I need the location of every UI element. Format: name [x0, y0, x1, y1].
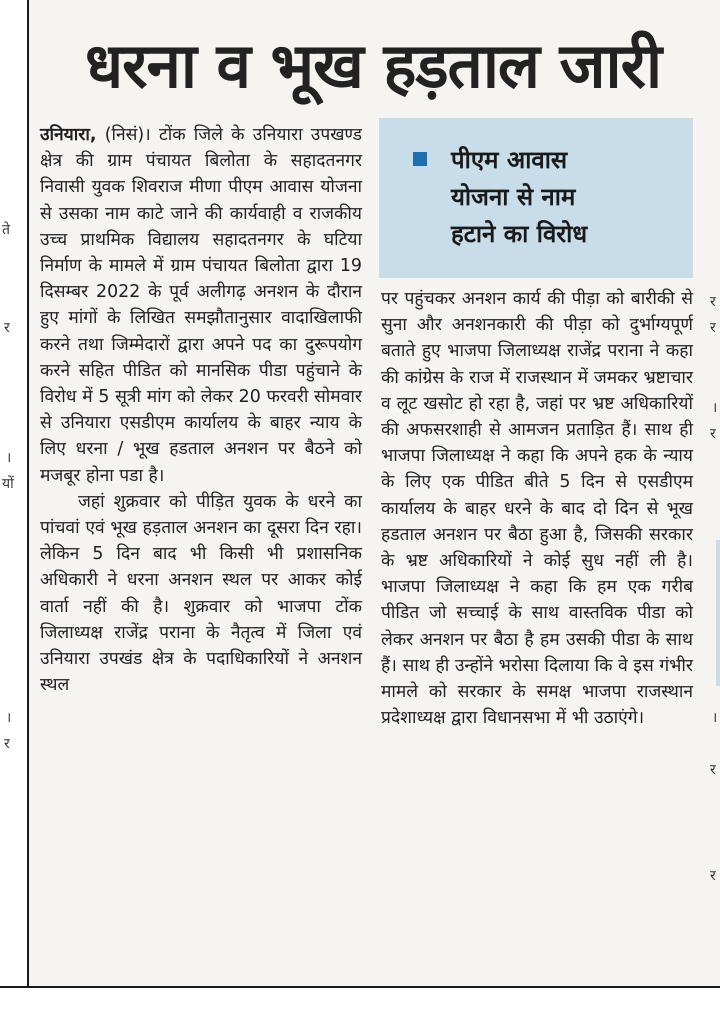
- highlight-line: योजना से नाम: [451, 183, 576, 211]
- article-column-right: [381, 286, 693, 731]
- edge-fragment: ते: [2, 222, 10, 238]
- edge-fragment: र: [710, 294, 716, 310]
- edge-fragment: र: [4, 320, 10, 336]
- article-column-left: [40, 122, 362, 698]
- highlight-box: [379, 118, 693, 278]
- edge-fragment: र: [710, 868, 716, 884]
- edge-fragment: ।: [6, 710, 12, 726]
- edge-fragment: ।: [712, 710, 718, 726]
- square-bullet-icon: [413, 152, 427, 166]
- right-edge-box-fragment: [716, 540, 720, 686]
- headline: धरना व भूख हड़ताल जारी: [84, 29, 662, 102]
- article-paragraph-1: [40, 122, 362, 489]
- paragraph-1-text: (निसं)। टोंक जिले के उनियारा उपखण्ड क्षेत्र की ग्राम पंचायत बिलोता के सहादतनगर निवासी युवक शिवराज मीणा पीएम आवास योजना से उसका नाम काटे जाने की कार्यवाही व राजकीय उच्च प्राथमिक विद्यालय सहादतनगर के घटिया निर्माण के मामले में ग्राम पंचायत बिलोता द्वारा 19 दिसम्बर 2022 के पूर्व अलीगढ़ अनशन के दौरान हुए मांगों के लिखित समझौतानुसार वादाखिलाफी करने तथा जिम्मेदारों द्वारा अपने पद का दुरूपयोग करने सहित पीडित को मानसिक पीडा पहुंचाने के विरोध में 5 सूत्री मांग को लेकर 20 फरवरी सोमवार से उनियारा एसडीएम कार्यालय के बाहर न्याय के लिए धरना / भूख हडताल अनशन पर बैठने को मजबूर होना पडा है।: [40, 125, 362, 486]
- highlight-box-text: [451, 142, 675, 253]
- dateline: उनियारा,: [40, 125, 97, 145]
- article-paragraph-2: जहां शुक्रवार को पीड़ित युवक के धरने का पांचवां एवं भूख हड़ताल अनशन का दूसरा दिन रहा। लेकिन 5 दिन बाद भी किसी भी प्रशासनिक अधिकारी ने धरना अनशन स्थल पर आकर कोई वार्ता नहीं की है। शुक्रवार को भाजपा टोंक जिलाध्यक्ष राजेंद्र पराना के नैतृत्व में जिला एवं उनियारा उपखंड क्षेत्र के पदाधिकारियों ने अनशन स्थल: [40, 491, 362, 696]
- edge-fragment: ।: [712, 400, 718, 416]
- edge-fragment: र: [4, 736, 10, 752]
- highlight-line: हटाने का विरोध: [451, 220, 588, 248]
- edge-fragment: र: [710, 320, 716, 336]
- edge-fragment: र: [710, 426, 716, 442]
- edge-fragment: र: [710, 762, 716, 778]
- highlight-line: पीएम आवास: [451, 146, 568, 174]
- edge-fragment: ।: [6, 450, 12, 466]
- edge-fragment: यों: [2, 476, 14, 492]
- article-paragraph-3: पर पहुंचकर अनशन कार्य की पीड़ा को बारीकी से सुना और अनशनकारी की पीड़ा को दुर्भाग्यपूर्ण बताते हुए भाजपा जिलाध्यक्ष राजेंद्र पराना ने कहा की कांग्रेस के राज में राजस्थान में जमकर भ्रष्टाचार व लूट खसोट हो रहा है, जहां पर भ्रष्ट अधिकारियों की अफसरशाही से आमजन प्रताड़ित हैं। साथ ही भाजपा जिलाध्यक्ष ने कहा कि अपने हक के न्याय के लिए एक पीडित बीते 5 दिन से एसडीएम कार्यालय के बाहर धरने के बाद दो दिन से भूख हडताल अनशन पर बैठा हुआ है, जिसकी सरकार के भ्रष्ट अधिकारियों ने कोई सुध नहीं ली है। भाजपा जिलाध्यक्ष ने कहा कि हम एक गरीब पीडित जो सच्चाई के साथ वास्तविक पीडा को लेकर अनशन पर बैठा है हम उसकी पीडा के साथ हैं। साथ ही उन्होंने भरोसा दिलाया कि वे इस गंभीर मामले को सरकार के समक्ष भाजपा राजस्थान प्रदेशाध्यक्ष द्वारा विधानसभा में भी उठाएंगे।: [381, 289, 693, 729]
- bottom-rule: [0, 986, 720, 988]
